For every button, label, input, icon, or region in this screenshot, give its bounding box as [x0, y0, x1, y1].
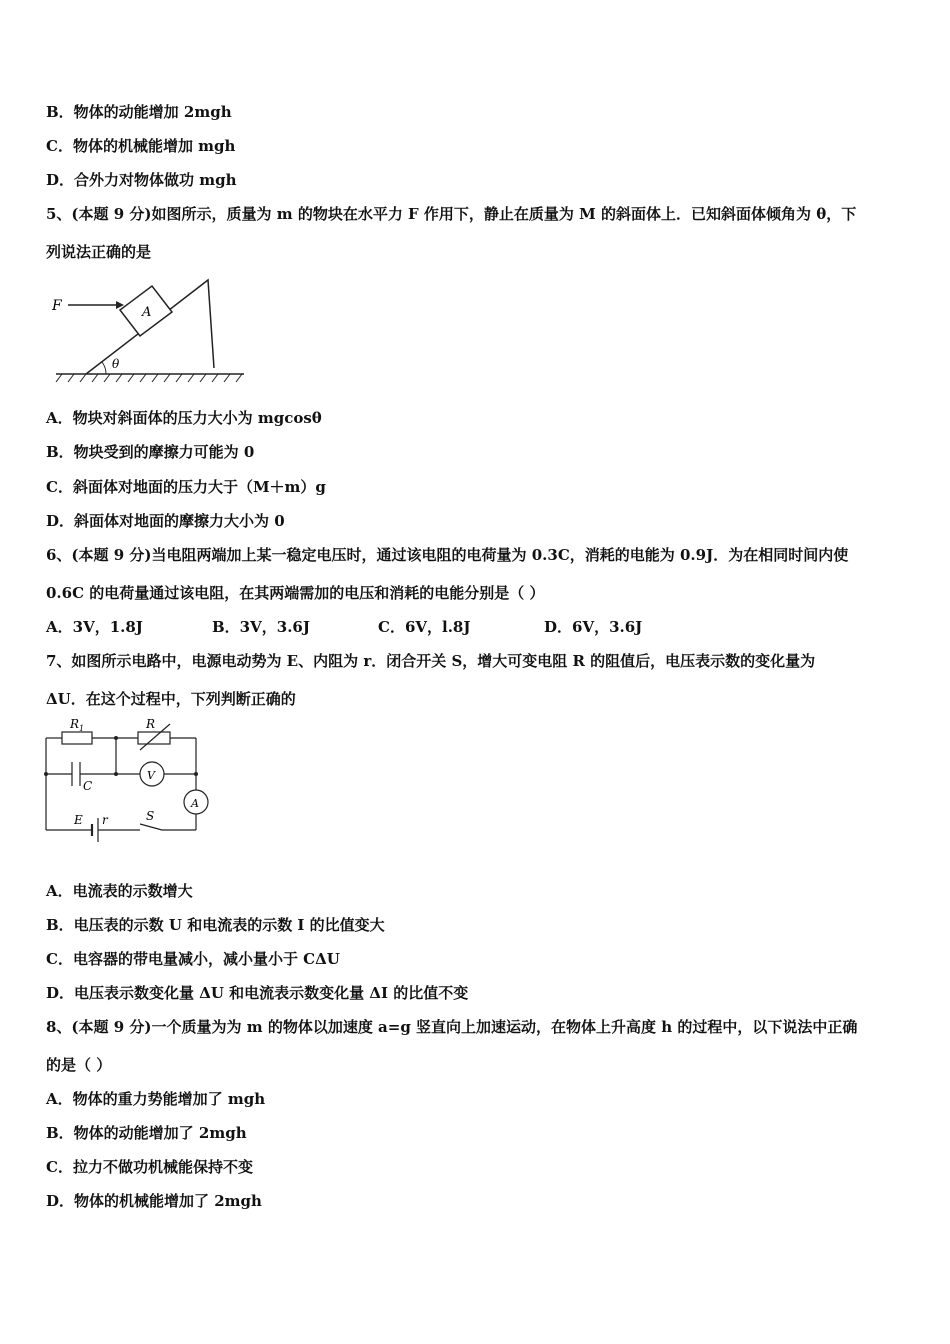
s-label: S: [146, 809, 155, 823]
q5-option-c: C．斜面体对地面的压力大于（M＋m）g: [46, 478, 326, 496]
q7-option-b: B．电压表的示数 U 和电流表的示数 I 的比值变大: [46, 916, 385, 934]
q7-option-a: A．电流表的示数增大: [46, 882, 193, 900]
junction: [114, 736, 118, 740]
q6-option-a: A．3V，1.8J: [46, 618, 143, 636]
r1-label: $R_1$: [70, 717, 85, 733]
force-label: F: [52, 298, 62, 314]
angle-label: θ: [112, 357, 120, 371]
a-label: A: [191, 797, 199, 810]
junction: [194, 772, 198, 776]
q7-stem-line1: 7、如图所示电路中，电源电动势为 E、内阻为 r．闭合开关 S，增大可变电阻 R 的阻值后，电压表示数的变化量为: [46, 652, 816, 670]
q6-option-d: D．6V，3.6J: [544, 618, 643, 636]
q8-option-d: D．物体的机械能增加了 2mgh: [46, 1192, 262, 1210]
junction: [114, 772, 118, 776]
q5-incline-diagram: [46, 272, 252, 384]
q5-option-b: B．物块受到的摩擦力可能为 0: [46, 443, 255, 461]
prev-option-b: B．物体的动能增加 2mgh: [46, 103, 232, 121]
v-label: V: [147, 769, 155, 782]
resistor-r1: [62, 732, 92, 744]
e-label: E: [74, 813, 83, 827]
q8-option-a: A．物体的重力势能增加了 mgh: [46, 1090, 266, 1108]
prev-option-c: C．物体的机械能增加 mgh: [46, 137, 236, 155]
q6-stem-line1: 6、(本题 9 分)当电阻两端加上某一稳定电压时，通过该电阻的电荷量为 0.3C，消耗的电能为 0.9J．为在相同时间内使: [46, 546, 849, 564]
c-label: C: [83, 779, 93, 793]
junction: [44, 772, 48, 776]
block-label: A: [142, 305, 152, 320]
q6-option-b: B．3V，3.6J: [212, 618, 310, 636]
q5-option-a: A．物块对斜面体的压力大小为 mgcosθ: [46, 409, 322, 427]
q6-options-row: [46, 617, 710, 637]
q6-stem-line2: 0.6C 的电荷量通过该电阻，在其两端需加的电压和消耗的电能分别是（ ）: [46, 584, 545, 602]
q7-circuit-diagram: [40, 714, 212, 850]
q5-stem-line2: 列说法正确的是: [46, 243, 152, 261]
q7-stem-line2: ΔU．在这个过程中，下列判断正确的: [46, 690, 296, 708]
q8-stem-line2: 的是（ ）: [46, 1056, 112, 1074]
prev-option-d: D．合外力对物体做功 mgh: [46, 171, 237, 189]
q7-option-c: C．电容器的带电量减小，减小量小于 CΔU: [46, 950, 340, 968]
ground-hatching: [56, 374, 242, 382]
q5-stem-line1: 5、(本题 9 分)如图所示，质量为 m 的物块在水平力 F 作用下，静止在质量为 M 的斜面体上．已知斜面体倾角为 θ，下: [46, 205, 857, 223]
q6-option-c: C．6V，l.8J: [378, 618, 471, 636]
switch-s: [140, 824, 162, 830]
q5-option-d: D．斜面体对地面的摩擦力大小为 0: [46, 512, 285, 530]
angle-arc: [102, 362, 106, 374]
q8-option-b: B．物体的动能增加了 2mgh: [46, 1124, 247, 1142]
q8-option-c: C．拉力不做功机械能保持不变: [46, 1158, 253, 1176]
q7-option-d: D．电压表示数变化量 ΔU 和电流表示数变化量 ΔI 的比值不变: [46, 984, 469, 1002]
r-label: R: [146, 717, 156, 731]
r-int-label: r: [102, 813, 108, 827]
q8-stem-line1: 8、(本题 9 分)一个质量为为 m 的物体以加速度 a=g 竖直向上加速运动，在物体上升高度 h 的过程中，以下说法中正确: [46, 1018, 858, 1036]
